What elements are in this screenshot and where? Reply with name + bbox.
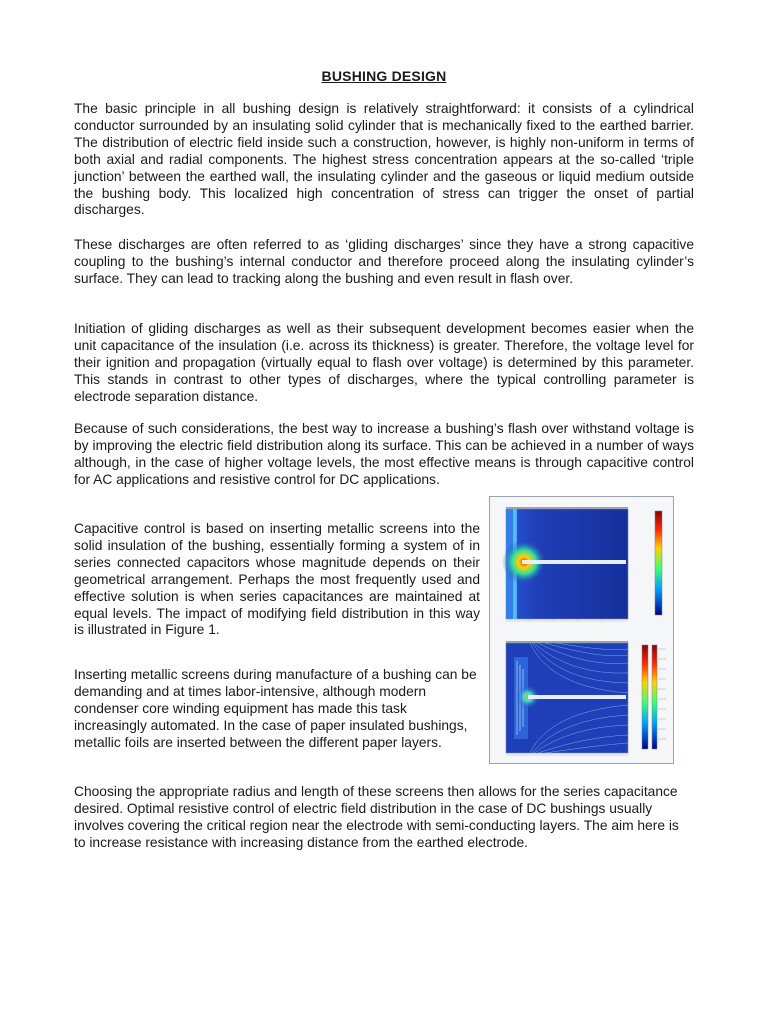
paragraph-3: Initiation of gliding discharges as well as their subsequent development becomes easier when the unit capacitance of the insulation (i.e. across its thickness) is greater. Therefore, the voltage level for their ignition and propagation (virtually equal to flash over voltage) is determined by this parameter. This stands in contrast to other types of discharges, where the typical controlling parameter is electrode separation distance.: [74, 321, 694, 404]
paragraph-1: The basic principle in all bushing design is relatively straightforward: it consists of a cylindrical conductor surrounded by an insulating solid cylinder that is mechanically fixed to the earthed barrier. The distribution of electric field inside such a construction, however, is highly non-uniform in terms of both axial and radial components. The highest stress concentration appears at the so-called ‘triple junction’ between the earthed wall, the insulating cylinder and the gaseous or liquid medium outside the bushing body. This localized high concentration of stress can trigger the onset of partial discharges.: [74, 101, 694, 218]
paragraph-6: Inserting metallic screens during manufacture of a bushing can be demanding and at times labor-intensive, although modern condenser core winding equipment has made this task increasingly automated. In the case of paper insulated bushings, metallic foils are inserted between the different paper layers.: [74, 667, 477, 750]
paragraph-7: Choosing the appropriate radius and length of these screens then allows for the series capacitance desired. Optimal resistive control of electric field distribution in the case of DC bushings usually involves covering the critical region near the electrode with semi-conducting layers. The aim here is to increase resistance with increasing distance from the earthed electrode.: [74, 784, 679, 850]
field-distribution-figure: [489, 496, 674, 764]
paragraph-5: Capacitive control is based on inserting metallic screens into the solid insulation of the bushing, essentially forming a system of in series connected capacitors whose magnitude depends on their geometrical arrangement. Perhaps the most frequently used and effective solution is when series capacitances are maintained at equal levels. The impact of modifying field distribution in this way is illustrated in Figure 1.: [74, 521, 480, 638]
top-field-plot: [490, 497, 673, 629]
page-title: BUSHING DESIGN: [321, 68, 447, 84]
paragraph-2: These discharges are often referred to as ‘gliding discharges’ since they have a strong capacitive coupling to the bushing’s internal conductor and therefore proceed along the insulating cylinder’s surface. They can lead to tracking along the bushing and even result in flash over.: [74, 237, 694, 286]
bottom-field-plot: [490, 633, 673, 763]
paragraph-4: Because of such considerations, the best way to increase a bushing’s flash over withstand voltage is by improving the electric field distribution along its surface. This can be achieved in a number of ways although, in the case of higher voltage levels, the most effective means is through capacitive control for AC applications and resistive control for DC applications.: [74, 421, 694, 487]
field-plot-image: [490, 497, 673, 763]
